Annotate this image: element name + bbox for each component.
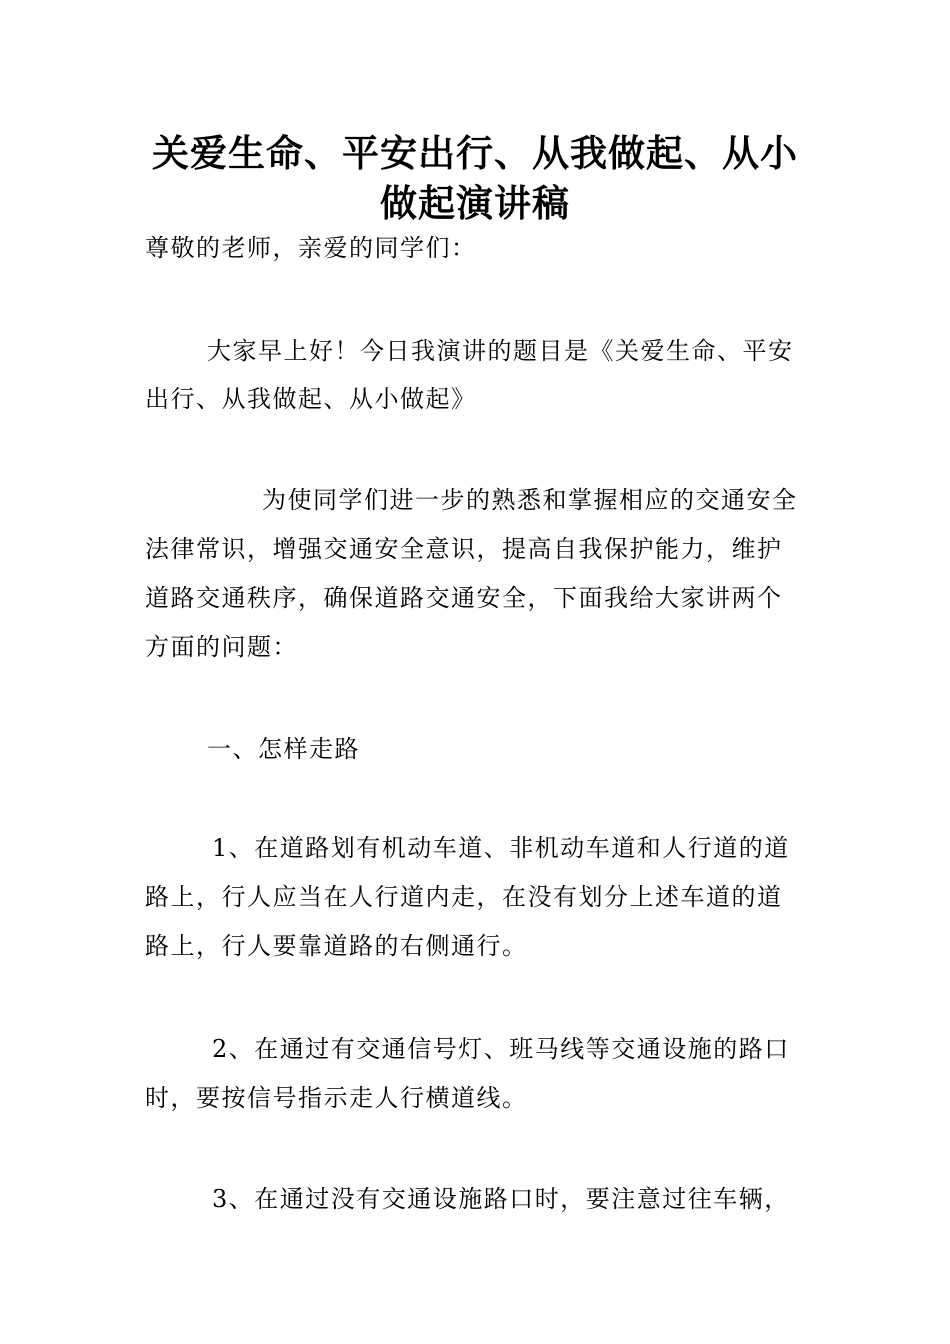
document-title-line-2: 做起演讲稿 — [380, 182, 570, 225]
item2-line-1: 2、在通过有交通信号灯、班马线等交通设施的路口 — [212, 1035, 790, 1063]
item1-line-1: 1、在道路划有机动车道、非机动车道和人行道的道 — [212, 834, 790, 862]
section-heading: 一、怎样走路 — [207, 735, 360, 763]
purpose-line-4: 方面的问题： — [145, 633, 298, 661]
item2-line-2: 时，要按信号指示走人行横道线。 — [145, 1084, 528, 1112]
item1-line-2: 路上，行人应当在人行道内走，在没有划分上述车道的道 — [145, 883, 783, 911]
intro-line-1: 大家早上好！今日我演讲的题目是《关爱生命、平安 — [207, 337, 794, 365]
document-title-line-1: 关爱生命、平安出行、从我做起、从小 — [152, 132, 798, 175]
purpose-line-2: 法律常识，增强交通安全意识，提高自我保护能力，维护 — [145, 535, 783, 563]
intro-line-2: 出行、从我做起、从小做起》 — [145, 385, 477, 413]
salutation: 尊敬的老师，亲爱的同学们： — [145, 234, 477, 262]
item1-line-3: 路上，行人要靠道路的右侧通行。 — [145, 932, 528, 960]
item3-line-1: 3、在通过没有交通设施路口时，要注意过往车辆， — [212, 1185, 790, 1213]
purpose-line-1: 为使同学们进一步的熟悉和掌握相应的交通安全 — [262, 486, 798, 514]
purpose-line-3: 道路交通秩序，确保道路交通安全，下面我给大家讲两个 — [145, 584, 783, 612]
